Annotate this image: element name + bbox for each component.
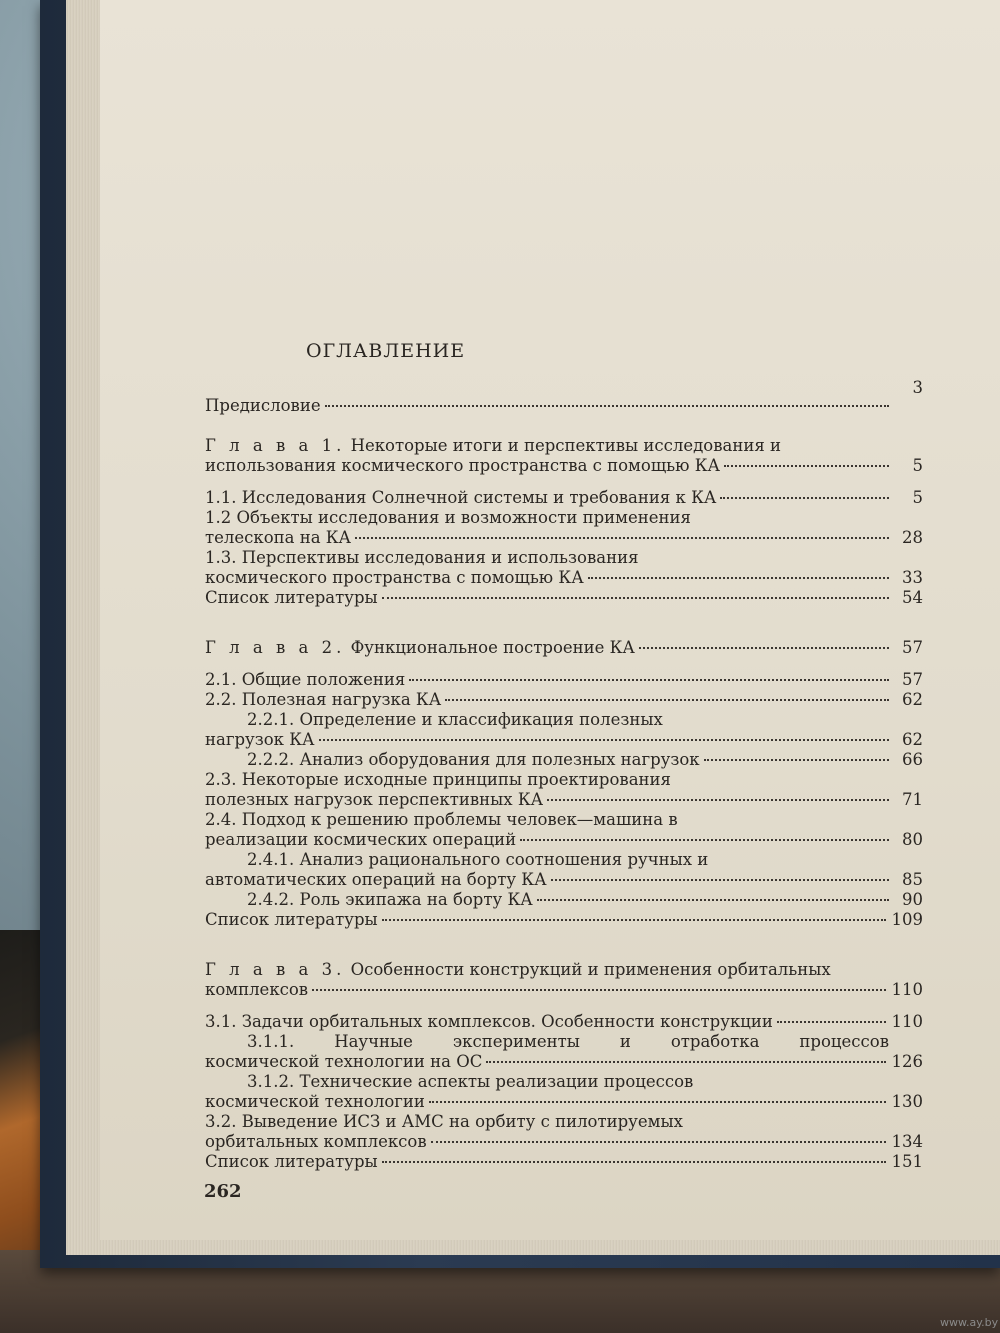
toc-page: 66 (902, 750, 923, 769)
dot-leader (382, 597, 889, 599)
dot-leader (724, 465, 889, 467)
toc-entry-title: 3.1.2. Технические аспекты реализации процессов (247, 1072, 694, 1091)
toc-page: 3 (912, 378, 923, 397)
toc-page: 5 (912, 456, 923, 475)
dot-leader (547, 799, 889, 801)
toc-page: 126 (891, 1052, 923, 1071)
toc-page: 134 (891, 1132, 923, 1151)
toc-chapter-1 (205, 436, 923, 476)
toc-entry (205, 770, 923, 810)
chapter-label: Г л а в а 3. (205, 960, 346, 979)
toc-entry-title: Список литературы (205, 1152, 378, 1171)
toc-entry-title: 3.1. Задачи орбитальных комплексов. Особенности конструкции (205, 1012, 773, 1031)
toc-entry-title: Список литературы (205, 588, 378, 607)
dot-leader (409, 679, 889, 681)
toc-chapter-2 (205, 638, 923, 658)
dot-leader (319, 739, 889, 741)
toc-entry-title: 3.1.1. Научные эксперименты и отработка процессов (247, 1032, 889, 1051)
toc-page: 54 (902, 588, 923, 607)
toc-entry (205, 850, 923, 890)
toc-entry-title: 2.4.2. Роль экипажа на борту КА (247, 890, 533, 909)
page-number: 262 (204, 1181, 242, 1202)
toc-page: 5 (912, 488, 923, 507)
toc-entry-bibliography (205, 588, 923, 608)
toc-entry-title: 2.2.1. Определение и классификация полезных (247, 710, 663, 729)
toc-entry (205, 670, 923, 690)
toc-entry-title: 1.3. Перспективы исследования и использования (205, 548, 639, 567)
dot-leader (355, 537, 889, 539)
toc-page: 130 (891, 1092, 923, 1111)
toc-entry-title: реализации космических операций (205, 830, 517, 849)
dot-leader (325, 405, 889, 407)
toc-entry-title: космической технологии на ОС (205, 1052, 483, 1071)
dot-leader (312, 989, 885, 991)
chapter-label: Г л а в а 2. (205, 638, 346, 657)
toc-entry-title: 2.2. Полезная нагрузка КА (205, 690, 442, 709)
toc-entry (205, 548, 923, 588)
toc-entry-preface (205, 378, 923, 416)
toc-entry (205, 1032, 923, 1072)
dot-leader (520, 839, 889, 841)
toc-entry (205, 1072, 923, 1112)
chapter-title: комплексов (205, 980, 309, 999)
chapter-title: Некоторые итоги и перспективы исследования и (350, 436, 781, 455)
toc-entry-title: 2.4.1. Анализ рационального соотношения ручных и (247, 850, 709, 869)
toc-chapter-3 (205, 960, 923, 1000)
dot-leader (382, 1161, 886, 1163)
toc-entry-title: 2.3. Некоторые исходные принципы проектирования (205, 770, 671, 789)
toc-entry-title: 3.2. Выведение ИСЗ и АМС на орбиту с пилотируемых (205, 1112, 683, 1131)
toc-entry-title: Список литературы (205, 910, 378, 929)
toc-entry-title: 2.1. Общие положения (205, 670, 406, 689)
toc-page: 85 (902, 870, 923, 889)
toc-entry (205, 508, 923, 548)
dot-leader (720, 497, 889, 499)
dot-leader (486, 1061, 885, 1063)
toc-page: 71 (902, 790, 923, 809)
toc-entry-title: 2.4. Подход к решению проблемы человек—машина в (205, 810, 678, 829)
dot-leader (777, 1021, 886, 1023)
dot-leader (445, 699, 889, 701)
toc-entry-title: Предисловие (205, 396, 321, 415)
toc-page: 57 (902, 638, 923, 657)
toc-entry-title: космической технологии (205, 1092, 425, 1111)
toc-page: 62 (902, 730, 923, 749)
table-of-contents (205, 378, 923, 1172)
watermark: www.ay.by (940, 1316, 999, 1329)
dot-leader (382, 919, 886, 921)
toc-entry-bibliography (205, 1152, 923, 1172)
toc-page: 57 (902, 670, 923, 689)
toc-entry-title: полезных нагрузок перспективных КА (205, 790, 544, 809)
dot-leader (429, 1101, 886, 1103)
toc-entry (205, 488, 923, 508)
chapter-title: Особенности конструкций и применения орбитальных (350, 960, 831, 979)
toc-entry-title: 2.2.2. Анализ оборудования для полезных нагрузок (247, 750, 700, 769)
toc-entry (205, 810, 923, 850)
dot-leader (431, 1141, 886, 1143)
toc-entry (205, 1112, 923, 1152)
toc-page: 90 (902, 890, 923, 909)
toc-entry (205, 690, 923, 710)
dot-leader (704, 759, 889, 761)
toc-page: 109 (891, 910, 923, 929)
dot-leader (551, 879, 889, 881)
toc-page: 80 (902, 830, 923, 849)
toc-heading: ОГЛАВЛЕНИЕ (306, 340, 466, 362)
dot-leader (588, 577, 889, 579)
toc-entry-title: нагрузок КА (205, 730, 315, 749)
toc-entry-bibliography (205, 910, 923, 930)
toc-entry-title: 1.2 Объекты исследования и возможности применения (205, 508, 691, 527)
toc-entry-title: автоматических операций на борту КА (205, 870, 547, 889)
dot-leader (537, 899, 889, 901)
toc-entry-title: телескопа на КА (205, 528, 352, 547)
chapter-title: использования космического пространства с помощью КА (205, 456, 721, 475)
chapter-title: Функциональное построение КА (350, 638, 635, 657)
toc-entry-title: 1.1. Исследования Солнечной системы и требования к КА (205, 488, 717, 507)
toc-entry (205, 890, 923, 910)
toc-entry-title: космического пространства с помощью КА (205, 568, 584, 587)
toc-entry (205, 710, 923, 750)
toc-page: 110 (891, 1012, 923, 1031)
chapter-label: Г л а в а 1. (205, 436, 346, 455)
toc-page: 28 (902, 528, 923, 547)
toc-page: 151 (891, 1152, 923, 1171)
toc-page: 33 (902, 568, 923, 587)
dot-leader (639, 647, 889, 649)
toc-entry (205, 750, 923, 770)
toc-entry (205, 1012, 923, 1032)
toc-page: 62 (902, 690, 923, 709)
toc-page: 110 (891, 980, 923, 999)
toc-entry-title: орбитальных комплексов (205, 1132, 427, 1151)
